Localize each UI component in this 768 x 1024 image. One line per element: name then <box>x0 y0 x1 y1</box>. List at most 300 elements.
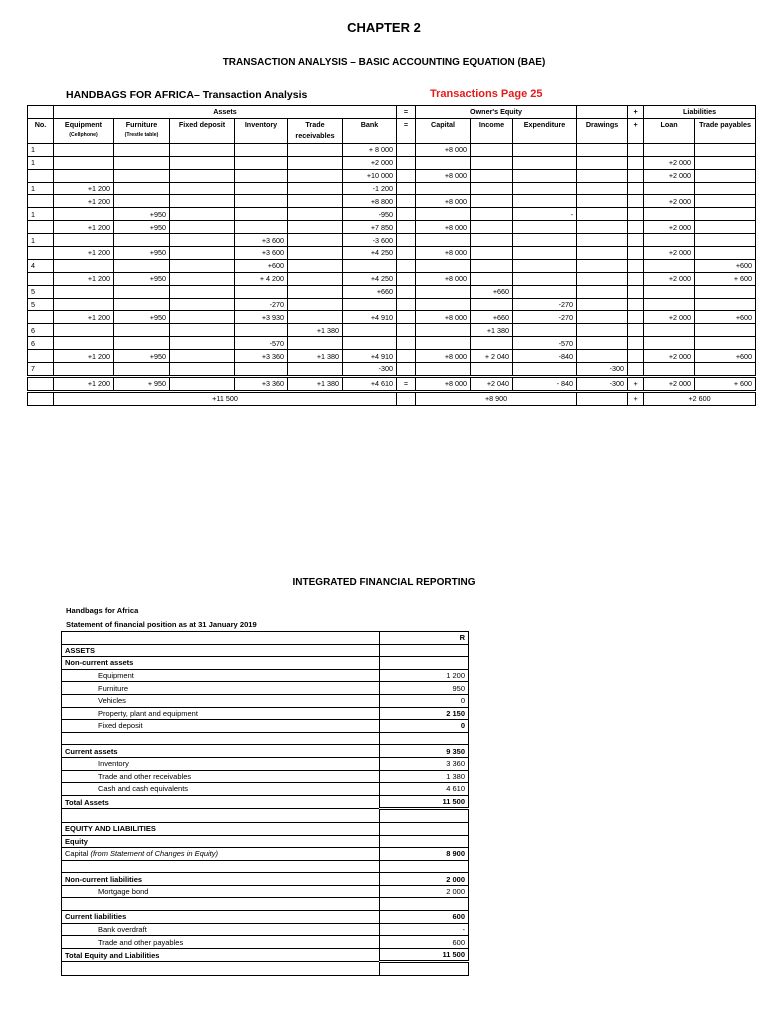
col-drawings: Drawings <box>577 118 628 143</box>
cell-trade-payables: + 600 <box>695 272 756 285</box>
cell-equipment: +1 200 <box>54 350 114 363</box>
cell-capital <box>416 156 471 169</box>
col-trade-payables: Trade payables <box>695 118 756 143</box>
line-item-amount: 1 200 <box>380 669 469 682</box>
statement-row <box>62 885 469 898</box>
transaction-row <box>28 337 756 350</box>
column-header-row <box>28 118 756 143</box>
line-item-label: ASSETS <box>62 644 380 657</box>
cell-loan: +2 000 <box>644 350 695 363</box>
cell-equipment <box>54 259 114 272</box>
cell-equals <box>397 337 416 350</box>
line-item-label: Vehicles <box>62 694 380 707</box>
cell-equals <box>397 169 416 182</box>
cell-trade-receivables <box>288 156 343 169</box>
cell-fixed-deposit <box>170 143 235 156</box>
statement-row <box>62 860 469 873</box>
cell-capital: +8 000 <box>416 169 471 182</box>
section-title: INTEGRATED FINANCIAL REPORTING <box>292 577 476 588</box>
cell-trade-receivables: +1 380 <box>288 376 343 391</box>
cell-inventory: +3 360 <box>235 376 288 391</box>
cell-loan: +2 000 <box>644 272 695 285</box>
transaction-row <box>28 221 756 234</box>
cell-equipment <box>54 156 114 169</box>
cell-capital: +8 000 <box>416 195 471 208</box>
cell-equipment <box>54 363 114 377</box>
cell-expenditure <box>513 169 577 182</box>
cell-trade-payables <box>695 195 756 208</box>
line-item-amount <box>380 644 469 657</box>
cell-furniture <box>114 285 170 298</box>
cell-expenditure: -570 <box>513 337 577 350</box>
cell-no: 1 <box>28 143 54 156</box>
statement-row <box>62 923 469 936</box>
cell-equipment <box>54 143 114 156</box>
totals-row <box>28 391 756 405</box>
chapter-heading: CHAPTER 2 <box>347 20 421 35</box>
cell-bank: -300 <box>343 363 397 377</box>
cell-drawings <box>577 195 628 208</box>
cell-plus <box>628 363 644 377</box>
statement-row <box>62 962 469 976</box>
transaction-row <box>28 169 756 182</box>
cell-bank: + 8 000 <box>343 143 397 156</box>
line-item-amount <box>380 962 469 976</box>
cell-loan <box>644 182 695 195</box>
cell-capital <box>416 182 471 195</box>
transaction-row <box>28 285 756 298</box>
transaction-row <box>28 247 756 260</box>
cell-capital: +8 000 <box>416 272 471 285</box>
cell-plus <box>628 259 644 272</box>
cell-equipment <box>54 234 114 247</box>
cell-capital: +8 000 <box>416 247 471 260</box>
line-item-label: Current liabilities <box>62 911 380 924</box>
line-item-label: Mortgage bond <box>62 885 380 898</box>
cell-plus <box>628 350 644 363</box>
cell-expenditure: -270 <box>513 298 577 311</box>
total-owners-equity: +8 900 <box>416 391 577 405</box>
cell-equipment <box>54 298 114 311</box>
cell-capital <box>416 259 471 272</box>
line-item-amount: 4 610 <box>380 783 469 796</box>
cell-drawings <box>577 311 628 324</box>
line-item-amount: 3 360 <box>380 757 469 770</box>
transaction-row <box>28 208 756 221</box>
cell-bank: +4 250 <box>343 272 397 285</box>
cell-fixed-deposit <box>170 195 235 208</box>
col-furniture: Furniture (Trestle table) <box>114 118 170 143</box>
cell-inventory: -570 <box>235 337 288 350</box>
cell-expenditure <box>513 143 577 156</box>
cell-equals <box>397 182 416 195</box>
cell-trade-payables <box>695 156 756 169</box>
cell-equipment <box>54 285 114 298</box>
cell-income <box>471 195 513 208</box>
statement-row <box>62 822 469 835</box>
line-item-label <box>62 860 380 873</box>
line-item-label: Furniture <box>62 682 380 695</box>
cell-expenditure <box>513 259 577 272</box>
cell-equals <box>397 272 416 285</box>
line-item-amount: 1 380 <box>380 770 469 783</box>
line-item-label <box>62 732 380 745</box>
cell-inventory <box>235 182 288 195</box>
line-item-amount <box>380 860 469 873</box>
cell-loan: +2 000 <box>644 376 695 391</box>
cell-drawings <box>577 285 628 298</box>
company-name: Handbags for Africa <box>66 606 139 615</box>
statement-row <box>62 948 469 962</box>
cell-income <box>471 221 513 234</box>
cell-inventory <box>235 221 288 234</box>
line-item-amount: 2 000 <box>380 873 469 886</box>
cell-plus <box>628 298 644 311</box>
cell-trade-receivables <box>288 337 343 350</box>
group-header-row <box>28 106 756 119</box>
cell-drawings <box>577 350 628 363</box>
line-item-amount: 11 500 <box>380 795 469 809</box>
cell-equals <box>397 285 416 298</box>
blank-cell <box>577 391 628 405</box>
cell-loan <box>644 234 695 247</box>
col-loan: Loan <box>644 118 695 143</box>
cell-trade-payables <box>695 234 756 247</box>
cell-fixed-deposit <box>170 337 235 350</box>
cell-expenditure <box>513 272 577 285</box>
line-item-label: Current assets <box>62 745 380 758</box>
cell-fixed-deposit <box>170 221 235 234</box>
cell-income <box>471 272 513 285</box>
cell-trade-receivables: +1 380 <box>288 324 343 337</box>
cell-plus <box>628 169 644 182</box>
blank-cell <box>397 391 416 405</box>
cell-furniture <box>114 363 170 377</box>
line-item-label: Non-current liabilities <box>62 873 380 886</box>
analysis-title: HANDBAGS FOR AFRICA– Transaction Analysis <box>66 89 308 101</box>
transaction-row <box>28 182 756 195</box>
cell-plus: + <box>628 376 644 391</box>
cell-loan: +2 000 <box>644 311 695 324</box>
cell-no <box>28 272 54 285</box>
cell-no <box>28 247 54 260</box>
cell-plus <box>628 221 644 234</box>
cell-loan: +2 000 <box>644 169 695 182</box>
page-subtitle: TRANSACTION ANALYSIS – BASIC ACCOUNTING EQUATION (BAE) <box>222 57 546 68</box>
line-item-amount: 0 <box>380 720 469 733</box>
cell-trade-receivables <box>288 195 343 208</box>
line-item-label <box>62 962 380 976</box>
cell-inventory: -270 <box>235 298 288 311</box>
cell-expenditure <box>513 363 577 377</box>
cell-trade-receivables: +1 380 <box>288 350 343 363</box>
assets-group-header: Assets <box>54 106 397 119</box>
cell-equipment: +1 200 <box>54 195 114 208</box>
transaction-row <box>28 234 756 247</box>
line-item-amount: 11 500 <box>380 948 469 962</box>
cell-trade-payables <box>695 169 756 182</box>
cell-capital <box>416 324 471 337</box>
line-item-amount <box>380 835 469 848</box>
cell-furniture: +950 <box>114 311 170 324</box>
transaction-row <box>28 324 756 337</box>
cell-equipment: +1 200 <box>54 182 114 195</box>
cell-loan <box>644 285 695 298</box>
cell-furniture <box>114 324 170 337</box>
cell-equipment: +1 200 <box>54 221 114 234</box>
cell-no <box>28 169 54 182</box>
cell-loan: +2 000 <box>644 156 695 169</box>
line-item-amount: 0 <box>380 694 469 707</box>
cell-furniture <box>114 143 170 156</box>
cell-trade-payables: +600 <box>695 350 756 363</box>
cell-furniture <box>114 195 170 208</box>
transaction-row <box>28 156 756 169</box>
cell-expenditure <box>513 195 577 208</box>
cell-trade-receivables <box>288 247 343 260</box>
cell-fixed-deposit <box>170 272 235 285</box>
col-inventory: Inventory <box>235 118 288 143</box>
plus-sign: + <box>628 391 644 405</box>
cell-drawings <box>577 169 628 182</box>
cell-equals <box>397 363 416 377</box>
liabilities-group-header: Liabilities <box>644 106 756 119</box>
statement-row <box>62 720 469 733</box>
transaction-row <box>28 143 756 156</box>
cell-capital <box>416 298 471 311</box>
cell-trade-payables <box>695 285 756 298</box>
statement-row <box>62 757 469 770</box>
cell-expenditure <box>513 285 577 298</box>
cell-bank: +4 910 <box>343 350 397 363</box>
cell-fixed-deposit <box>170 247 235 260</box>
cell-furniture <box>114 259 170 272</box>
cell-trade-payables <box>695 363 756 377</box>
cell-inventory <box>235 169 288 182</box>
owners-equity-group-header: Owner's Equity <box>416 106 577 119</box>
cell-equipment <box>54 337 114 350</box>
currency-label: R <box>380 632 469 645</box>
cell-drawings <box>577 208 628 221</box>
statement-row <box>62 669 469 682</box>
cell-bank <box>343 298 397 311</box>
transaction-row <box>28 311 756 324</box>
col-income: Income <box>471 118 513 143</box>
cell-trade-payables <box>695 208 756 221</box>
cell-income: +2 040 <box>471 376 513 391</box>
cell-bank: +7 850 <box>343 221 397 234</box>
cell-no: 1 <box>28 234 54 247</box>
line-item-label: Fixed deposit <box>62 720 380 733</box>
cell-trade-receivables <box>288 208 343 221</box>
cell-no: 1 <box>28 182 54 195</box>
cell-no: 1 <box>28 156 54 169</box>
line-item-label: Capital (from Statement of Changes in Equity) <box>62 848 380 861</box>
line-item-label: Equity <box>62 835 380 848</box>
cell-trade-payables: + 600 <box>695 376 756 391</box>
line-item-amount: 2 000 <box>380 885 469 898</box>
statement-of-financial-position-table <box>61 631 469 976</box>
cell-expenditure <box>513 182 577 195</box>
cell-bank: +660 <box>343 285 397 298</box>
cell-capital: +8 000 <box>416 350 471 363</box>
cell-income <box>471 169 513 182</box>
cell-loan <box>644 208 695 221</box>
plus-sign: + <box>628 106 644 119</box>
cell-inventory <box>235 156 288 169</box>
cell-bank: +4 910 <box>343 311 397 324</box>
line-item-label: EQUITY AND LIABILITIES <box>62 822 380 835</box>
line-item-label: Cash and cash equivalents <box>62 783 380 796</box>
cell-loan: +2 000 <box>644 195 695 208</box>
cell-bank <box>343 324 397 337</box>
cell-equals <box>397 208 416 221</box>
cell-income <box>471 182 513 195</box>
line-item-label: Inventory <box>62 757 380 770</box>
cell-drawings <box>577 221 628 234</box>
cell-trade-payables: +600 <box>695 259 756 272</box>
cell-trade-payables <box>695 143 756 156</box>
transaction-row <box>28 298 756 311</box>
cell-plus <box>628 143 644 156</box>
cell-loan: +2 000 <box>644 247 695 260</box>
total-liabilities: +2 600 <box>644 391 756 405</box>
line-item-amount <box>380 732 469 745</box>
cell-loan <box>644 259 695 272</box>
cell-equipment <box>54 324 114 337</box>
cell-fixed-deposit <box>170 350 235 363</box>
cell-trade-receivables <box>288 285 343 298</box>
equals-sign: = <box>397 106 416 119</box>
cell-drawings <box>577 298 628 311</box>
transaction-analysis-table <box>27 105 756 406</box>
cell-trade-payables <box>695 298 756 311</box>
statement-row <box>62 644 469 657</box>
cell-equals <box>397 259 416 272</box>
cell-no <box>28 221 54 234</box>
cell-bank <box>343 337 397 350</box>
cell-capital: +8 000 <box>416 221 471 234</box>
cell-bank: -950 <box>343 208 397 221</box>
cell-bank: +4 250 <box>343 247 397 260</box>
statement-row <box>62 732 469 745</box>
statement-row <box>62 795 469 809</box>
statement-row <box>62 848 469 861</box>
cell-fixed-deposit <box>170 363 235 377</box>
cell-inventory <box>235 363 288 377</box>
cell-drawings <box>577 324 628 337</box>
cell-fixed-deposit <box>170 234 235 247</box>
cell-fixed-deposit <box>170 259 235 272</box>
cell-equals <box>397 234 416 247</box>
cell-bank: +8 800 <box>343 195 397 208</box>
cell-drawings <box>577 337 628 350</box>
statement-row <box>62 809 469 823</box>
cell-no: 6 <box>28 324 54 337</box>
line-item-amount <box>380 822 469 835</box>
statement-row <box>62 783 469 796</box>
cell-drawings: -300 <box>577 376 628 391</box>
cell-inventory: + 4 200 <box>235 272 288 285</box>
cell-equipment <box>54 169 114 182</box>
cell-drawings: -300 <box>577 363 628 377</box>
cell-income: +660 <box>471 285 513 298</box>
cell-furniture: +950 <box>114 272 170 285</box>
cell-trade-payables <box>695 247 756 260</box>
col-equals: = <box>397 118 416 143</box>
cell-inventory: +3 600 <box>235 247 288 260</box>
transaction-row <box>28 259 756 272</box>
cell-expenditure <box>513 324 577 337</box>
cell-income: +660 <box>471 311 513 324</box>
line-item-label: Bank overdraft <box>62 923 380 936</box>
cell-inventory: +3 600 <box>235 234 288 247</box>
transaction-row <box>28 350 756 363</box>
cell-capital: +8 000 <box>416 376 471 391</box>
cell-income <box>471 234 513 247</box>
cell-inventory: +3 930 <box>235 311 288 324</box>
blank-cell <box>62 632 380 645</box>
cell-income: + 2 040 <box>471 350 513 363</box>
cell-equipment: +1 200 <box>54 311 114 324</box>
line-item-amount: - <box>380 923 469 936</box>
cell-income <box>471 337 513 350</box>
line-item-label: Property, plant and equipment <box>62 707 380 720</box>
col-furniture-sub: (Trestle table) <box>124 131 159 138</box>
cell-bank <box>343 259 397 272</box>
line-item-label: Non-current assets <box>62 657 380 670</box>
cell-furniture: +950 <box>114 350 170 363</box>
line-item-amount: 9 350 <box>380 745 469 758</box>
transaction-row <box>28 376 756 391</box>
cell-furniture: +950 <box>114 208 170 221</box>
cell-drawings <box>577 247 628 260</box>
line-item-amount: 8 900 <box>380 848 469 861</box>
cell-furniture: + 950 <box>114 376 170 391</box>
transaction-row <box>28 272 756 285</box>
col-trade-receivables: Trade receivables <box>288 118 343 143</box>
cell-no: 5 <box>28 285 54 298</box>
statement-row <box>62 694 469 707</box>
cell-no <box>28 311 54 324</box>
cell-bank: +4 610 <box>343 376 397 391</box>
cell-fixed-deposit <box>170 182 235 195</box>
line-item-amount: 950 <box>380 682 469 695</box>
cell-equipment <box>54 208 114 221</box>
cell-plus <box>628 195 644 208</box>
cell-trade-receivables <box>288 143 343 156</box>
cell-trade-receivables <box>288 311 343 324</box>
cell-no <box>28 195 54 208</box>
cell-expenditure: - <box>513 208 577 221</box>
cell-plus <box>628 311 644 324</box>
statement-title: Statement of financial position as at 31 January 2019 <box>66 620 257 629</box>
cell-equipment: +1 200 <box>54 247 114 260</box>
label-note: (from Statement of Changes in Equity) <box>90 849 219 859</box>
cell-inventory <box>235 285 288 298</box>
cell-plus <box>628 324 644 337</box>
line-item-amount <box>380 657 469 670</box>
cell-drawings <box>577 272 628 285</box>
cell-bank: +10 000 <box>343 169 397 182</box>
cell-loan <box>644 298 695 311</box>
cell-equals <box>397 324 416 337</box>
col-expenditure: Expenditure <box>513 118 577 143</box>
cell-furniture <box>114 337 170 350</box>
statement-row <box>62 682 469 695</box>
cell-equals <box>397 350 416 363</box>
cell-plus <box>628 247 644 260</box>
